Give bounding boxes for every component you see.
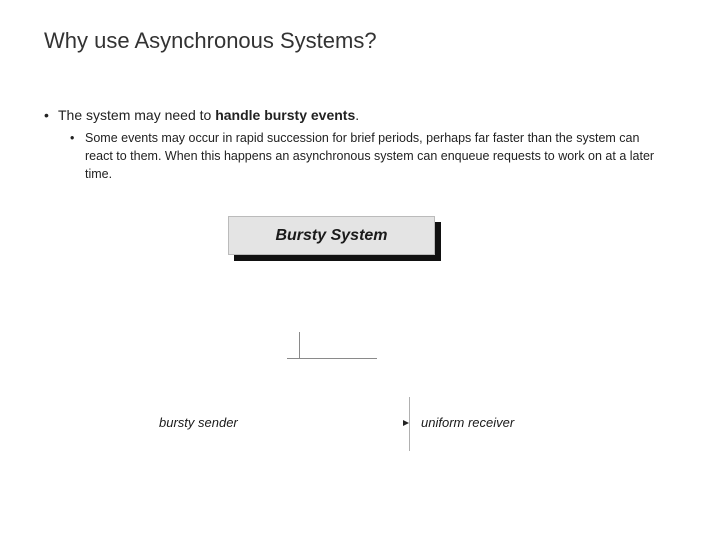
- connector-vertical-line: [299, 332, 300, 359]
- bullet-1-prefix: The system may need to: [58, 107, 216, 123]
- bullet-1-emphasis: handle bursty events: [215, 107, 356, 123]
- uniform-receiver-label: uniform receiver: [421, 415, 515, 430]
- arrow-right-icon: [403, 420, 409, 426]
- slide-title: Why use Asynchronous Systems?: [44, 28, 377, 53]
- bullet-point-1: [44, 106, 684, 124]
- bullet-marker: •: [44, 107, 49, 123]
- connector-horizontal-line: [287, 358, 377, 359]
- bursty-system-label: Bursty System: [275, 227, 388, 244]
- bullet-1-suffix: .: [355, 107, 360, 123]
- bursty-sender-label: bursty sender: [159, 415, 238, 430]
- bullet-marker: •: [70, 131, 75, 145]
- bullet-2-text: Some events may occur in rapid succession for brief periods, perhaps far faster than the system can react to them. When this happens an asynchronous system can enqueue requests to work on at a later time.: [85, 131, 655, 181]
- bursty-system-box: [228, 216, 435, 255]
- bullet-1-text: [44, 106, 684, 124]
- receiver-divider-line: [409, 397, 410, 451]
- bullet-point-2: [70, 129, 660, 183]
